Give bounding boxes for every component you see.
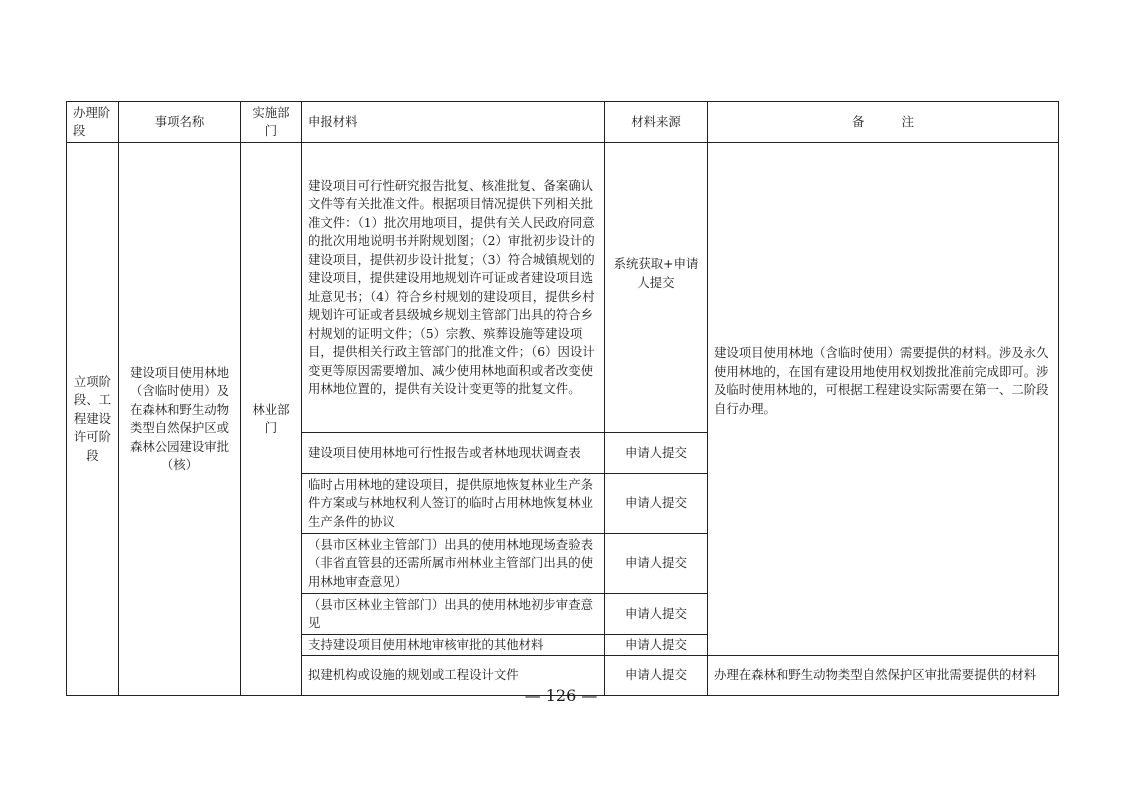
material-cell: 建设项目使用林地可行性报告或者林地现状调查表 — [302, 433, 605, 474]
header-materials: 申报材料 — [302, 102, 605, 143]
remark-forest-cell: 建设项目使用林地（含临时使用）需要提供的材料。涉及永久使用林地的，在国有建设用地使用权划拨批准前完成即可。涉及临时使用林地的，可根据工程建设实际需要在第一、二阶段自行办理。 — [708, 143, 1059, 656]
material-cell: 临时占用林地的建设项目，提供原地恢复林业生产条件方案或与林地权利人签订的临时占用林地恢复林业生产条件的协议 — [302, 474, 605, 534]
source-cell: 申请人提交 — [605, 594, 708, 635]
header-dept: 实施部门 — [241, 102, 302, 143]
source-cell: 申请人提交 — [605, 433, 708, 474]
source-cell: 申请人提交 — [605, 635, 708, 656]
material-cell: （县市区林业主管部门）出具的使用林地现场查验表（非省直管县的还需所属市州林业主管部门出具的使用林地审查意见） — [302, 534, 605, 594]
dept-cell: 林业部门 — [241, 143, 302, 696]
header-remarks: 备 注 — [708, 102, 1059, 143]
header-stage: 办理阶段 — [67, 102, 119, 143]
header-source: 材料来源 — [605, 102, 708, 143]
source-cell: 系统获取+申请人提交 — [605, 143, 708, 433]
remark-reserve-cell: 办理在森林和野生动物类型自然保护区审批需要提供的材料 — [708, 656, 1059, 696]
material-cell: 建设项目可行性研究报告批复、核准批复、备案确认文件等有关批准文件。根据项目情况提供下列相关批准文件：（1）批次用地项目，提供有关人民政府同意的批次用地说明书并附规划图；（2）审批初步设计的建设项目，提供初步设计批复；（3）符合城镇规划的建设项目，提供建设用地规划许可证或者建设项目选址意见书；（4）符合乡村规划的建设项目，提供乡村规划许可证或者县级城乡规划主管部门出具的符合乡村规划的证明文件；（5）宗教、殡葬设施等建设项目，提供相关行政主管部门的批准文件；（6）因设计变更等原因需要增加、减少使用林地面积或者改变使用林地位置的，提供有关设计变更等的批复文件。 — [302, 143, 605, 433]
stage-cell: 立项阶段、工程建设许可阶段 — [67, 143, 119, 696]
source-cell: 申请人提交 — [605, 474, 708, 534]
material-cell: 拟建机构或设施的规划或工程设计文件 — [302, 656, 605, 696]
item-name-cell: 建设项目使用林地（含临时使用）及在森林和野生动物类型自然保护区或森林公园建设审批（核） — [119, 143, 241, 696]
header-row — [67, 102, 1059, 143]
material-cell: 支持建设项目使用林地审核审批的其他材料 — [302, 635, 605, 656]
header-item-name: 事项名称 — [119, 102, 241, 143]
material-cell: （县市区林业主管部门）出具的使用林地初步审查意见 — [302, 594, 605, 635]
page-number: — 126 — — [524, 686, 598, 705]
table-row — [67, 143, 1059, 433]
approval-table — [66, 101, 1059, 696]
source-cell: 申请人提交 — [605, 534, 708, 594]
source-cell: 申请人提交 — [605, 656, 708, 696]
